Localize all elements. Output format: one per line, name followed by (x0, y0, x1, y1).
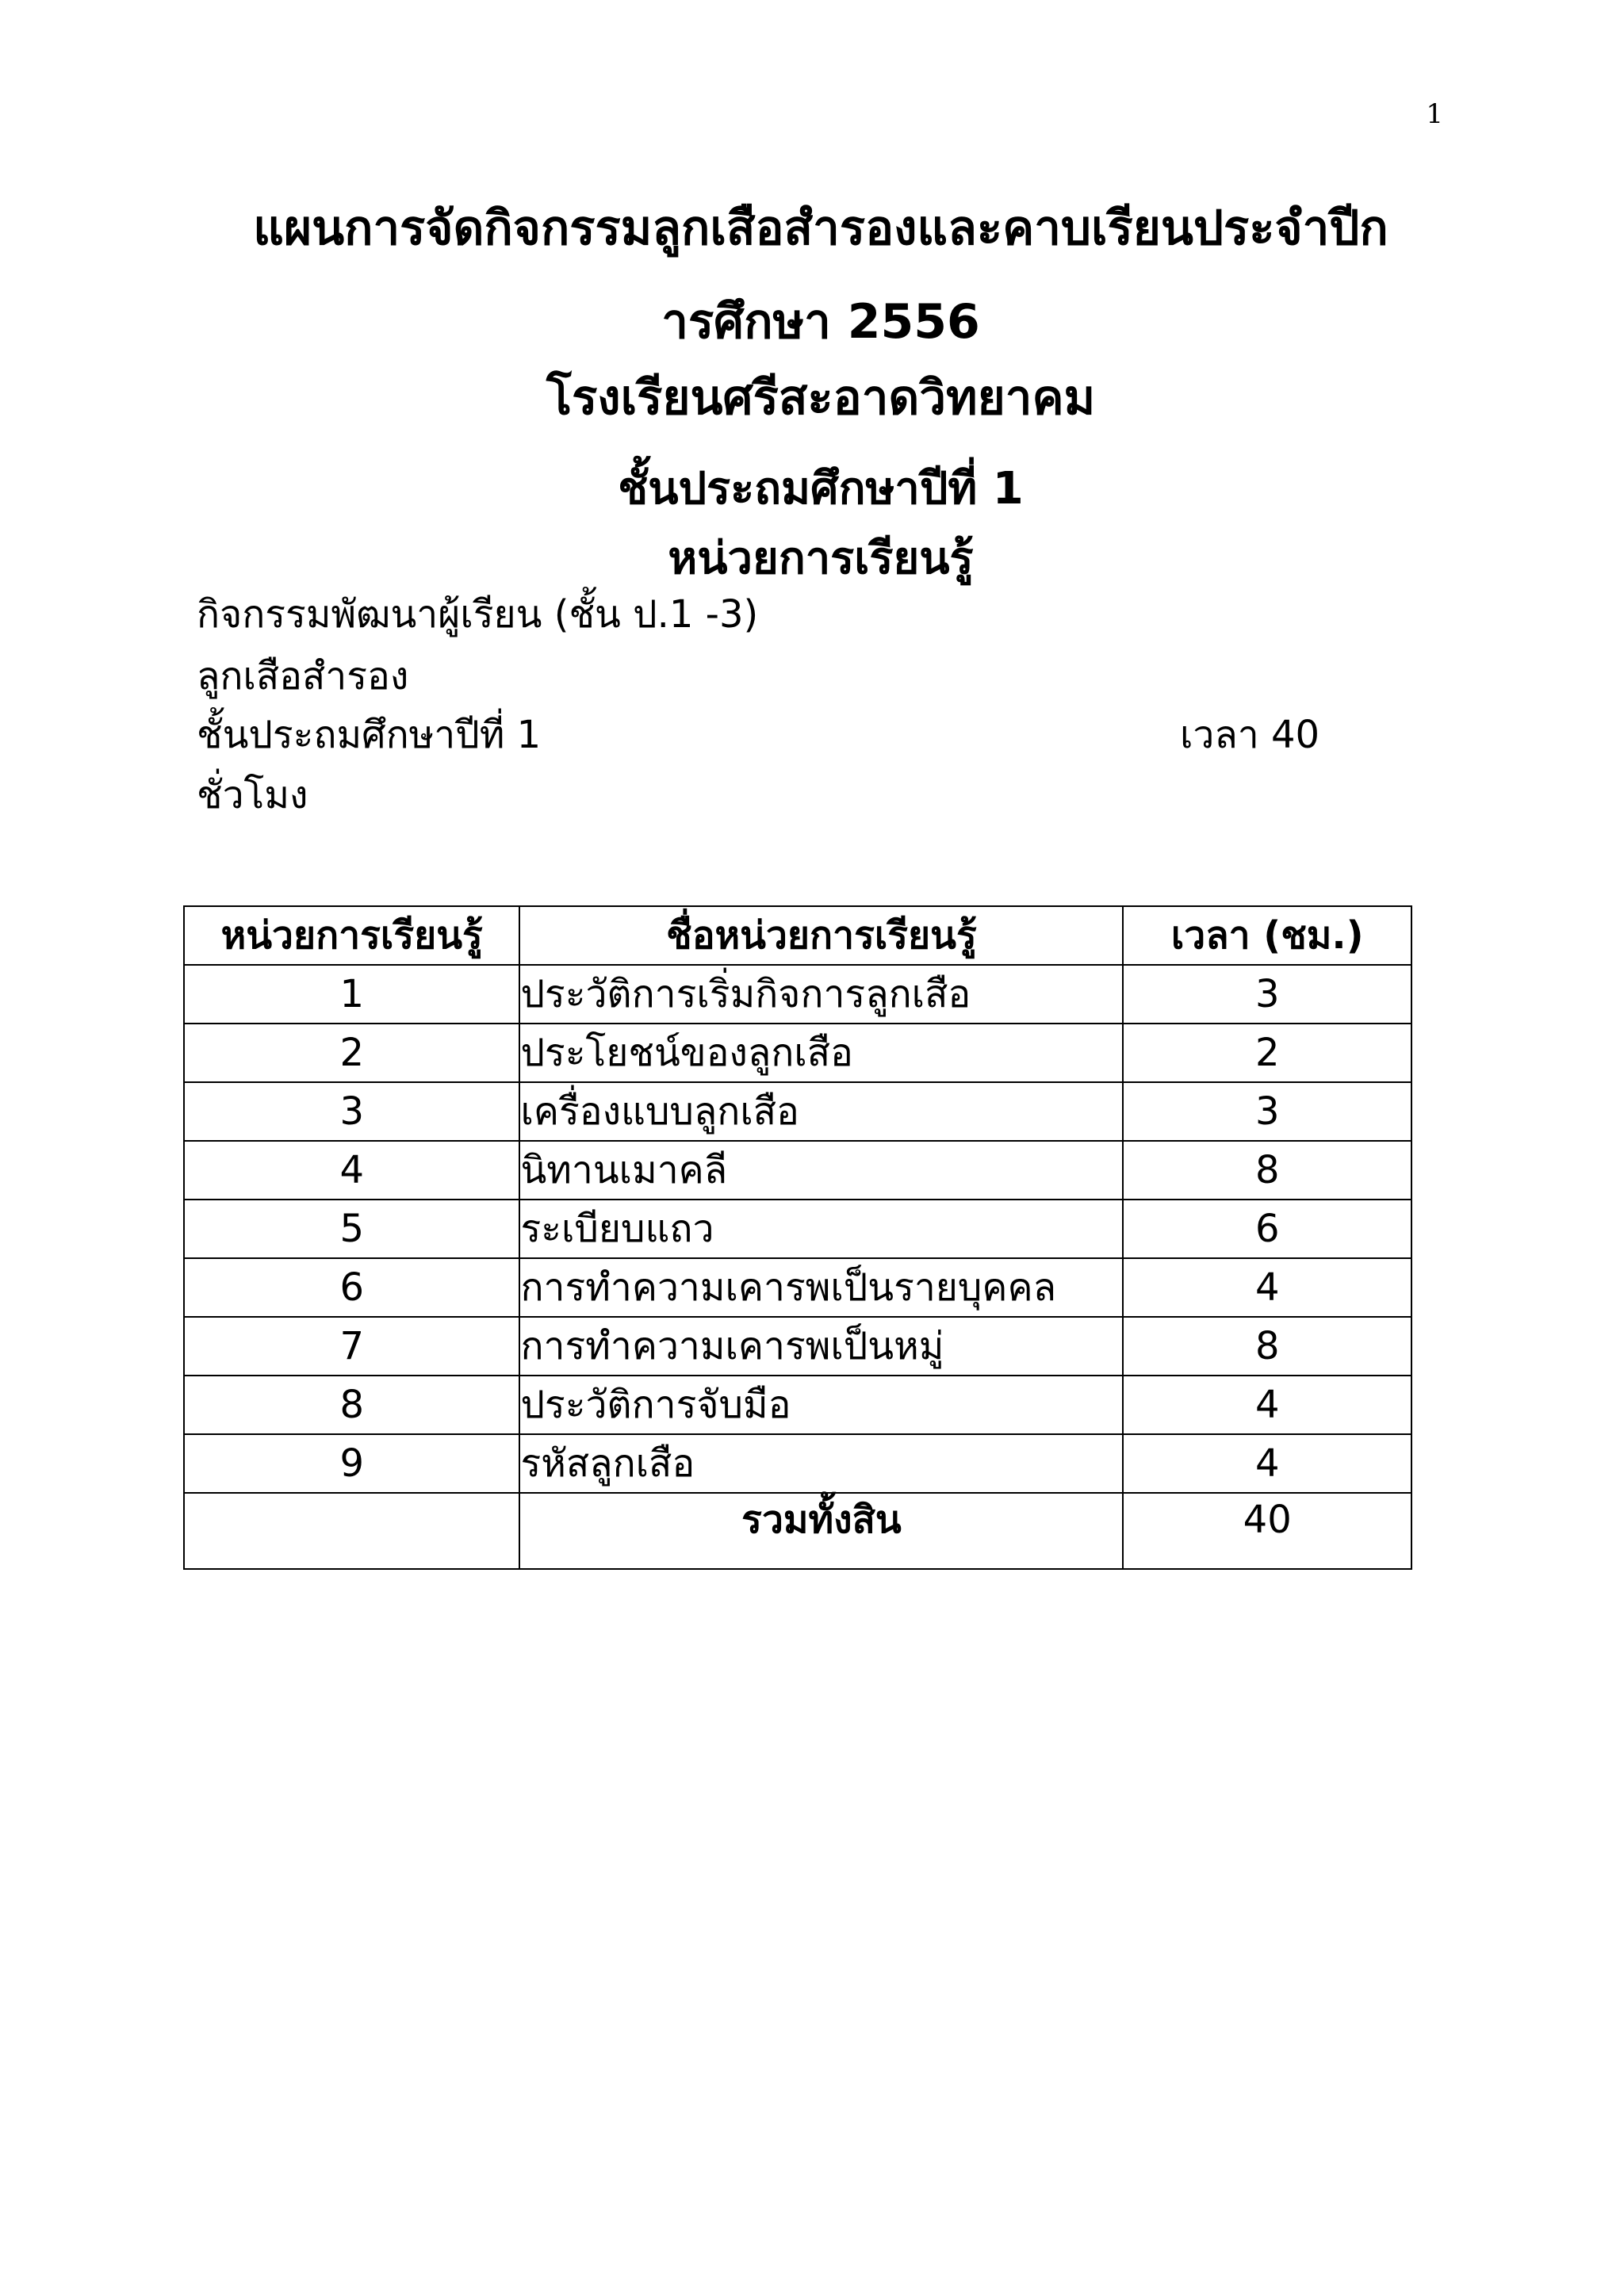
unit-number: 3 (184, 1082, 519, 1141)
table-row (184, 1082, 1411, 1141)
table-row (184, 1141, 1411, 1200)
header-unit: หน่วยการเรียนรู้ (184, 906, 519, 965)
unit-name: เครื่องแบบลูกเสือ (519, 1082, 1123, 1141)
hours-label: ชั่วโมง (197, 773, 308, 817)
header-hours: เวลา (ชม.) (1123, 906, 1411, 965)
table-row (184, 1434, 1411, 1493)
school-name: โรงเรียนศรีสะอาดวิทยาคม (546, 370, 1096, 426)
title-line-1: แผนการจัดกิจกรรมลูกเสือสำรองและคาบเรียนประจำปีก (253, 201, 1388, 256)
header-unit-name: ชื่อหน่วยการเรียนรู้ (519, 906, 1123, 965)
unit-hours: 4 (1123, 1434, 1411, 1493)
table-row (184, 1200, 1411, 1258)
unit-name: นิทานเมาคลี (519, 1141, 1123, 1200)
time-label: เวลา 40 (1180, 713, 1320, 757)
scout-type-label: ลูกเสือสำรอง (197, 654, 409, 698)
learning-units-heading: หน่วยการเรียนรู้ (668, 533, 974, 584)
unit-hours: 2 (1123, 1024, 1411, 1082)
table-row (184, 1258, 1411, 1317)
unit-name: ประวัติการจับมือ (519, 1376, 1123, 1434)
unit-hours: 3 (1123, 965, 1411, 1024)
unit-hours: 3 (1123, 1082, 1411, 1141)
table-row (184, 1317, 1411, 1376)
unit-hours: 4 (1123, 1258, 1411, 1317)
unit-number: 6 (184, 1258, 519, 1317)
total-empty-cell (184, 1493, 519, 1569)
unit-number: 1 (184, 965, 519, 1024)
table-row (184, 965, 1411, 1024)
activity-label: กิจกรรมพัฒนาผู้เรียน (ชั้น ป.1 -3) (197, 592, 759, 637)
unit-number: 9 (184, 1434, 519, 1493)
table-header-row (184, 906, 1411, 965)
unit-name: ประโยชน์ของลูกเสือ (519, 1024, 1123, 1082)
total-value: 40 (1123, 1493, 1411, 1569)
unit-number: 8 (184, 1376, 519, 1434)
unit-number: 2 (184, 1024, 519, 1082)
unit-hours: 4 (1123, 1376, 1411, 1434)
title-line-2: ารศึกษา 2556 (661, 294, 980, 350)
unit-number: 7 (184, 1317, 519, 1376)
unit-number: 4 (184, 1141, 519, 1200)
unit-hours: 8 (1123, 1141, 1411, 1200)
table-row (184, 1024, 1411, 1082)
unit-name: การทำความเคารพเป็นหมู่ (519, 1317, 1123, 1376)
page-number: 1 (1426, 98, 1443, 130)
table-row (184, 1376, 1411, 1434)
unit-hours: 6 (1123, 1200, 1411, 1258)
grade-heading: ชั้นประถมศึกษาปีที่ 1 (618, 463, 1024, 515)
total-label: รวมทั้งสิน (519, 1493, 1123, 1569)
total-row (184, 1493, 1411, 1569)
unit-name: ประวัติการเริ่มกิจการลูกเสือ (519, 965, 1123, 1024)
unit-name: การทำความเคารพเป็นรายบุคคล (519, 1258, 1123, 1317)
unit-name: ระเบียบแถว (519, 1200, 1123, 1258)
unit-hours: 8 (1123, 1317, 1411, 1376)
unit-name: รหัสลูกเสือ (519, 1434, 1123, 1493)
grade-label: ชั้นประถมศึกษาปีที่ 1 (197, 713, 542, 757)
unit-number: 5 (184, 1200, 519, 1258)
learning-units-table (183, 905, 1412, 1570)
